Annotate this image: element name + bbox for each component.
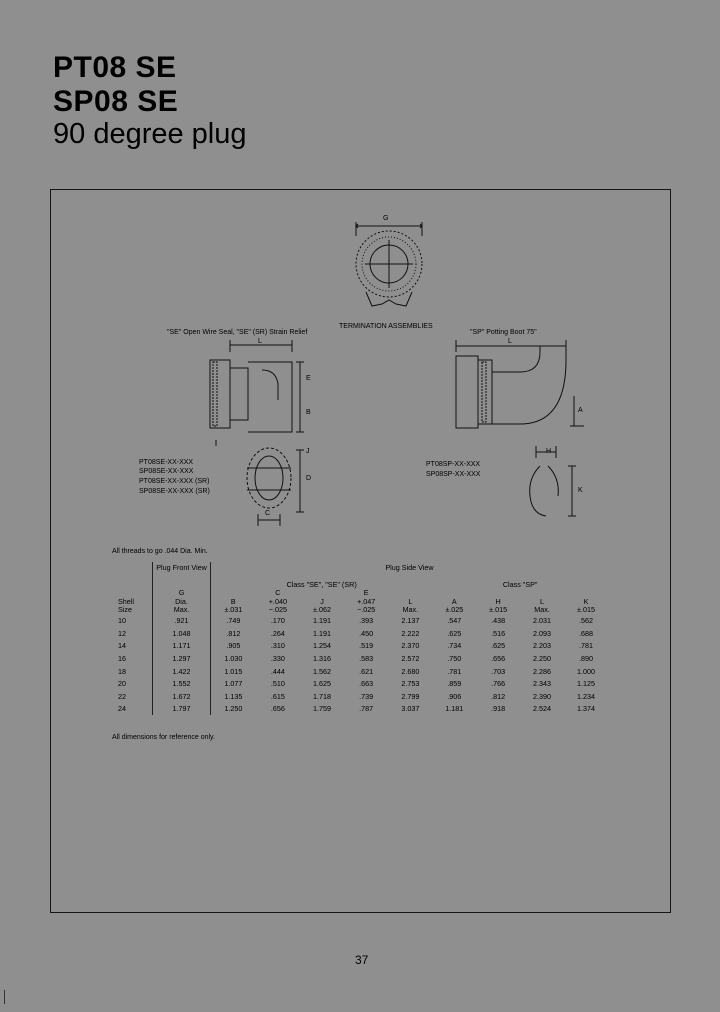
- table-cell: 1.135: [224, 691, 243, 701]
- table-cell: 1.125: [576, 679, 595, 689]
- table-cell: 2.222: [401, 628, 420, 638]
- col-e: E +.047 −.025: [357, 588, 376, 614]
- table-cell: 2.799: [401, 691, 420, 701]
- dim-e: E: [306, 375, 311, 382]
- table-cell: .656: [270, 704, 285, 714]
- table-cell: 1.030: [224, 654, 243, 664]
- col-k: K ±.015: [577, 596, 595, 614]
- group-front-header: Plug Front View: [153, 562, 211, 573]
- col-l2: L Max.: [534, 596, 550, 614]
- table-cell: 1.254: [313, 641, 332, 651]
- table-cell: .615: [270, 691, 285, 701]
- table-cell: .918: [491, 704, 506, 714]
- table-cell: .621: [359, 666, 374, 676]
- termination-front-view: [356, 222, 422, 306]
- table-cell: .739: [359, 691, 374, 701]
- table-cell: .859: [447, 679, 462, 689]
- table-cell: .921: [153, 615, 211, 628]
- table-cell: 2.343: [533, 679, 551, 689]
- table-cell: 1.672: [153, 690, 211, 703]
- dim-c: C: [265, 510, 271, 517]
- table-cell: 1.077: [224, 679, 243, 689]
- se-side-view: [210, 340, 304, 446]
- table-cell: 22: [118, 691, 126, 701]
- group-side-header: Plug Side View: [385, 563, 434, 572]
- table-cell: 16: [118, 654, 126, 664]
- sp-side-view: [456, 340, 584, 428]
- class-sp-header: Class "SP": [502, 580, 538, 589]
- table-row: [112, 640, 608, 653]
- table-cell: .510: [270, 679, 285, 689]
- table-cell: 2.137: [401, 616, 420, 626]
- col-h: H ±.015: [489, 596, 508, 614]
- table-cell: 1.297: [153, 652, 211, 665]
- dim-a: A: [578, 407, 583, 414]
- dim-l-se: L: [258, 338, 262, 345]
- table-cell: .812: [226, 628, 241, 638]
- table-cell: 2.203: [533, 641, 551, 651]
- table-cell: .516: [491, 628, 506, 638]
- table-cell: .625: [447, 628, 462, 638]
- se-part-4: SP08SE-XX-XXX (SR): [139, 488, 210, 495]
- table-cell: .749: [226, 616, 241, 626]
- table-cell: 1.171: [153, 640, 211, 653]
- table-cell: 1.191: [313, 616, 332, 626]
- table-row: [112, 652, 608, 665]
- table-cell: .438: [491, 616, 506, 626]
- note-bottom: All dimensions for reference only.: [112, 734, 215, 741]
- table-cell: .766: [491, 679, 506, 689]
- dim-k: K: [578, 487, 583, 494]
- dim-j: J: [306, 448, 310, 455]
- dimensions-table: [112, 562, 608, 715]
- col-g: G Dia. Max.: [153, 589, 211, 615]
- table-cell: 3.037: [401, 704, 420, 714]
- table-cell: 2.250: [533, 654, 551, 664]
- table-cell: .734: [447, 641, 462, 651]
- table-row: [112, 665, 608, 678]
- se-part-2: SP08SE-XX-XXX: [139, 468, 194, 475]
- termination-label: TERMINATION ASSEMBLIES: [339, 323, 433, 330]
- table-cell: .688: [578, 628, 593, 638]
- table-cell: .787: [359, 704, 374, 714]
- table-cell: 2.753: [401, 679, 420, 689]
- sp-label: "SP" Potting Boot 75": [470, 329, 537, 336]
- col-j: J ±.062: [313, 596, 331, 614]
- se-label: "SE" Open Wire Seal, "SE" (SR) Strain Relief: [167, 329, 308, 336]
- table-row: [112, 703, 608, 716]
- table-cell: 24: [118, 704, 126, 714]
- col-c: C +.040 −.025: [268, 588, 287, 614]
- table-cell: 2.031: [533, 616, 551, 626]
- table-cell: 2.286: [533, 666, 551, 676]
- dim-h: H: [546, 448, 552, 455]
- table-cell: 14: [118, 641, 126, 651]
- sp-part-2: SP08SP-XX-XXX: [426, 471, 481, 478]
- table-row: [112, 627, 608, 640]
- note-top: All threads to go .044 Dia. Min.: [112, 548, 208, 555]
- table-row: [112, 615, 608, 628]
- scan-mark: [4, 990, 5, 1004]
- table-cell: .444: [270, 666, 285, 676]
- table-cell: .781: [578, 641, 593, 651]
- page-number: 37: [355, 953, 369, 967]
- table-cell: 1.234: [576, 691, 595, 701]
- table-cell: 1.562: [313, 666, 332, 676]
- table-cell: .656: [491, 654, 506, 664]
- table-cell: 1.552: [153, 677, 211, 690]
- table-cell: .562: [578, 616, 593, 626]
- table-cell: 1.250: [224, 704, 243, 714]
- table-cell: 1.718: [313, 691, 332, 701]
- table-cell: .750: [447, 654, 462, 664]
- table-cell: 1.759: [313, 704, 332, 714]
- se-part-3: PT08SE-XX-XXX (SR): [139, 478, 210, 485]
- table-cell: 12: [118, 628, 126, 638]
- table-cell: .170: [270, 616, 285, 626]
- table-cell: .393: [359, 616, 374, 626]
- dim-g: G: [383, 215, 389, 222]
- dim-b: B: [306, 409, 311, 416]
- table-cell: 1.048: [153, 627, 211, 640]
- table-cell: 2.524: [533, 704, 551, 714]
- table-cell: .663: [359, 679, 374, 689]
- col-shell: Shell Size: [118, 596, 134, 614]
- table-cell: 10: [118, 616, 126, 626]
- table-cell: .450: [359, 628, 374, 638]
- table-cell: 2.390: [533, 691, 551, 701]
- table-cell: .310: [270, 641, 285, 651]
- dim-d: D: [306, 475, 312, 482]
- table-cell: 2.572: [401, 654, 420, 664]
- table-cell: 2.680: [401, 666, 420, 676]
- col-b: B ±.031: [224, 596, 243, 614]
- table-cell: .264: [270, 628, 285, 638]
- sp-front-view: [530, 446, 576, 516]
- se-part-1: PT08SE-XX-XXX: [139, 459, 194, 466]
- table-cell: .905: [226, 641, 241, 651]
- table-cell: 1.797: [153, 703, 211, 716]
- table-row: [112, 690, 608, 703]
- page-title-2: SP08 SE: [53, 85, 179, 118]
- table-cell: .906: [447, 691, 462, 701]
- col-l: L Max.: [402, 596, 419, 614]
- table-cell: 1.181: [445, 704, 464, 714]
- table-cell: .330: [270, 654, 285, 664]
- table-cell: 1.191: [313, 628, 332, 638]
- page-title-1: PT08 SE: [53, 51, 177, 84]
- table-cell: .519: [359, 641, 374, 651]
- table-cell: 1.422: [153, 665, 211, 678]
- table-cell: 1.015: [224, 666, 243, 676]
- page-subtitle: 90 degree plug: [53, 118, 247, 150]
- table-cell: .583: [359, 654, 374, 664]
- table-cell: 18: [118, 666, 126, 676]
- table-cell: 2.370: [401, 641, 420, 651]
- se-front-view: [247, 448, 304, 526]
- class-se-header: Class "SE", "SE" (SR): [286, 580, 357, 589]
- table-cell: 1.374: [576, 704, 595, 714]
- table-cell: 2.093: [533, 628, 551, 638]
- table-cell: .781: [447, 666, 462, 676]
- table-row: [112, 677, 608, 690]
- table-cell: 1.316: [313, 654, 332, 664]
- table-cell: .812: [491, 691, 506, 701]
- table-cell: .547: [447, 616, 462, 626]
- dim-l-sp: L: [508, 338, 512, 345]
- table-cell: 1.000: [576, 666, 595, 676]
- table-cell: .625: [491, 641, 506, 651]
- table-cell: .703: [491, 666, 506, 676]
- table-cell: 20: [118, 679, 126, 689]
- table-cell: 1.625: [313, 679, 332, 689]
- table-cell: .890: [578, 654, 593, 664]
- sp-part-1: PT08SP-XX-XXX: [426, 461, 481, 468]
- col-a: A ±.025: [445, 596, 464, 614]
